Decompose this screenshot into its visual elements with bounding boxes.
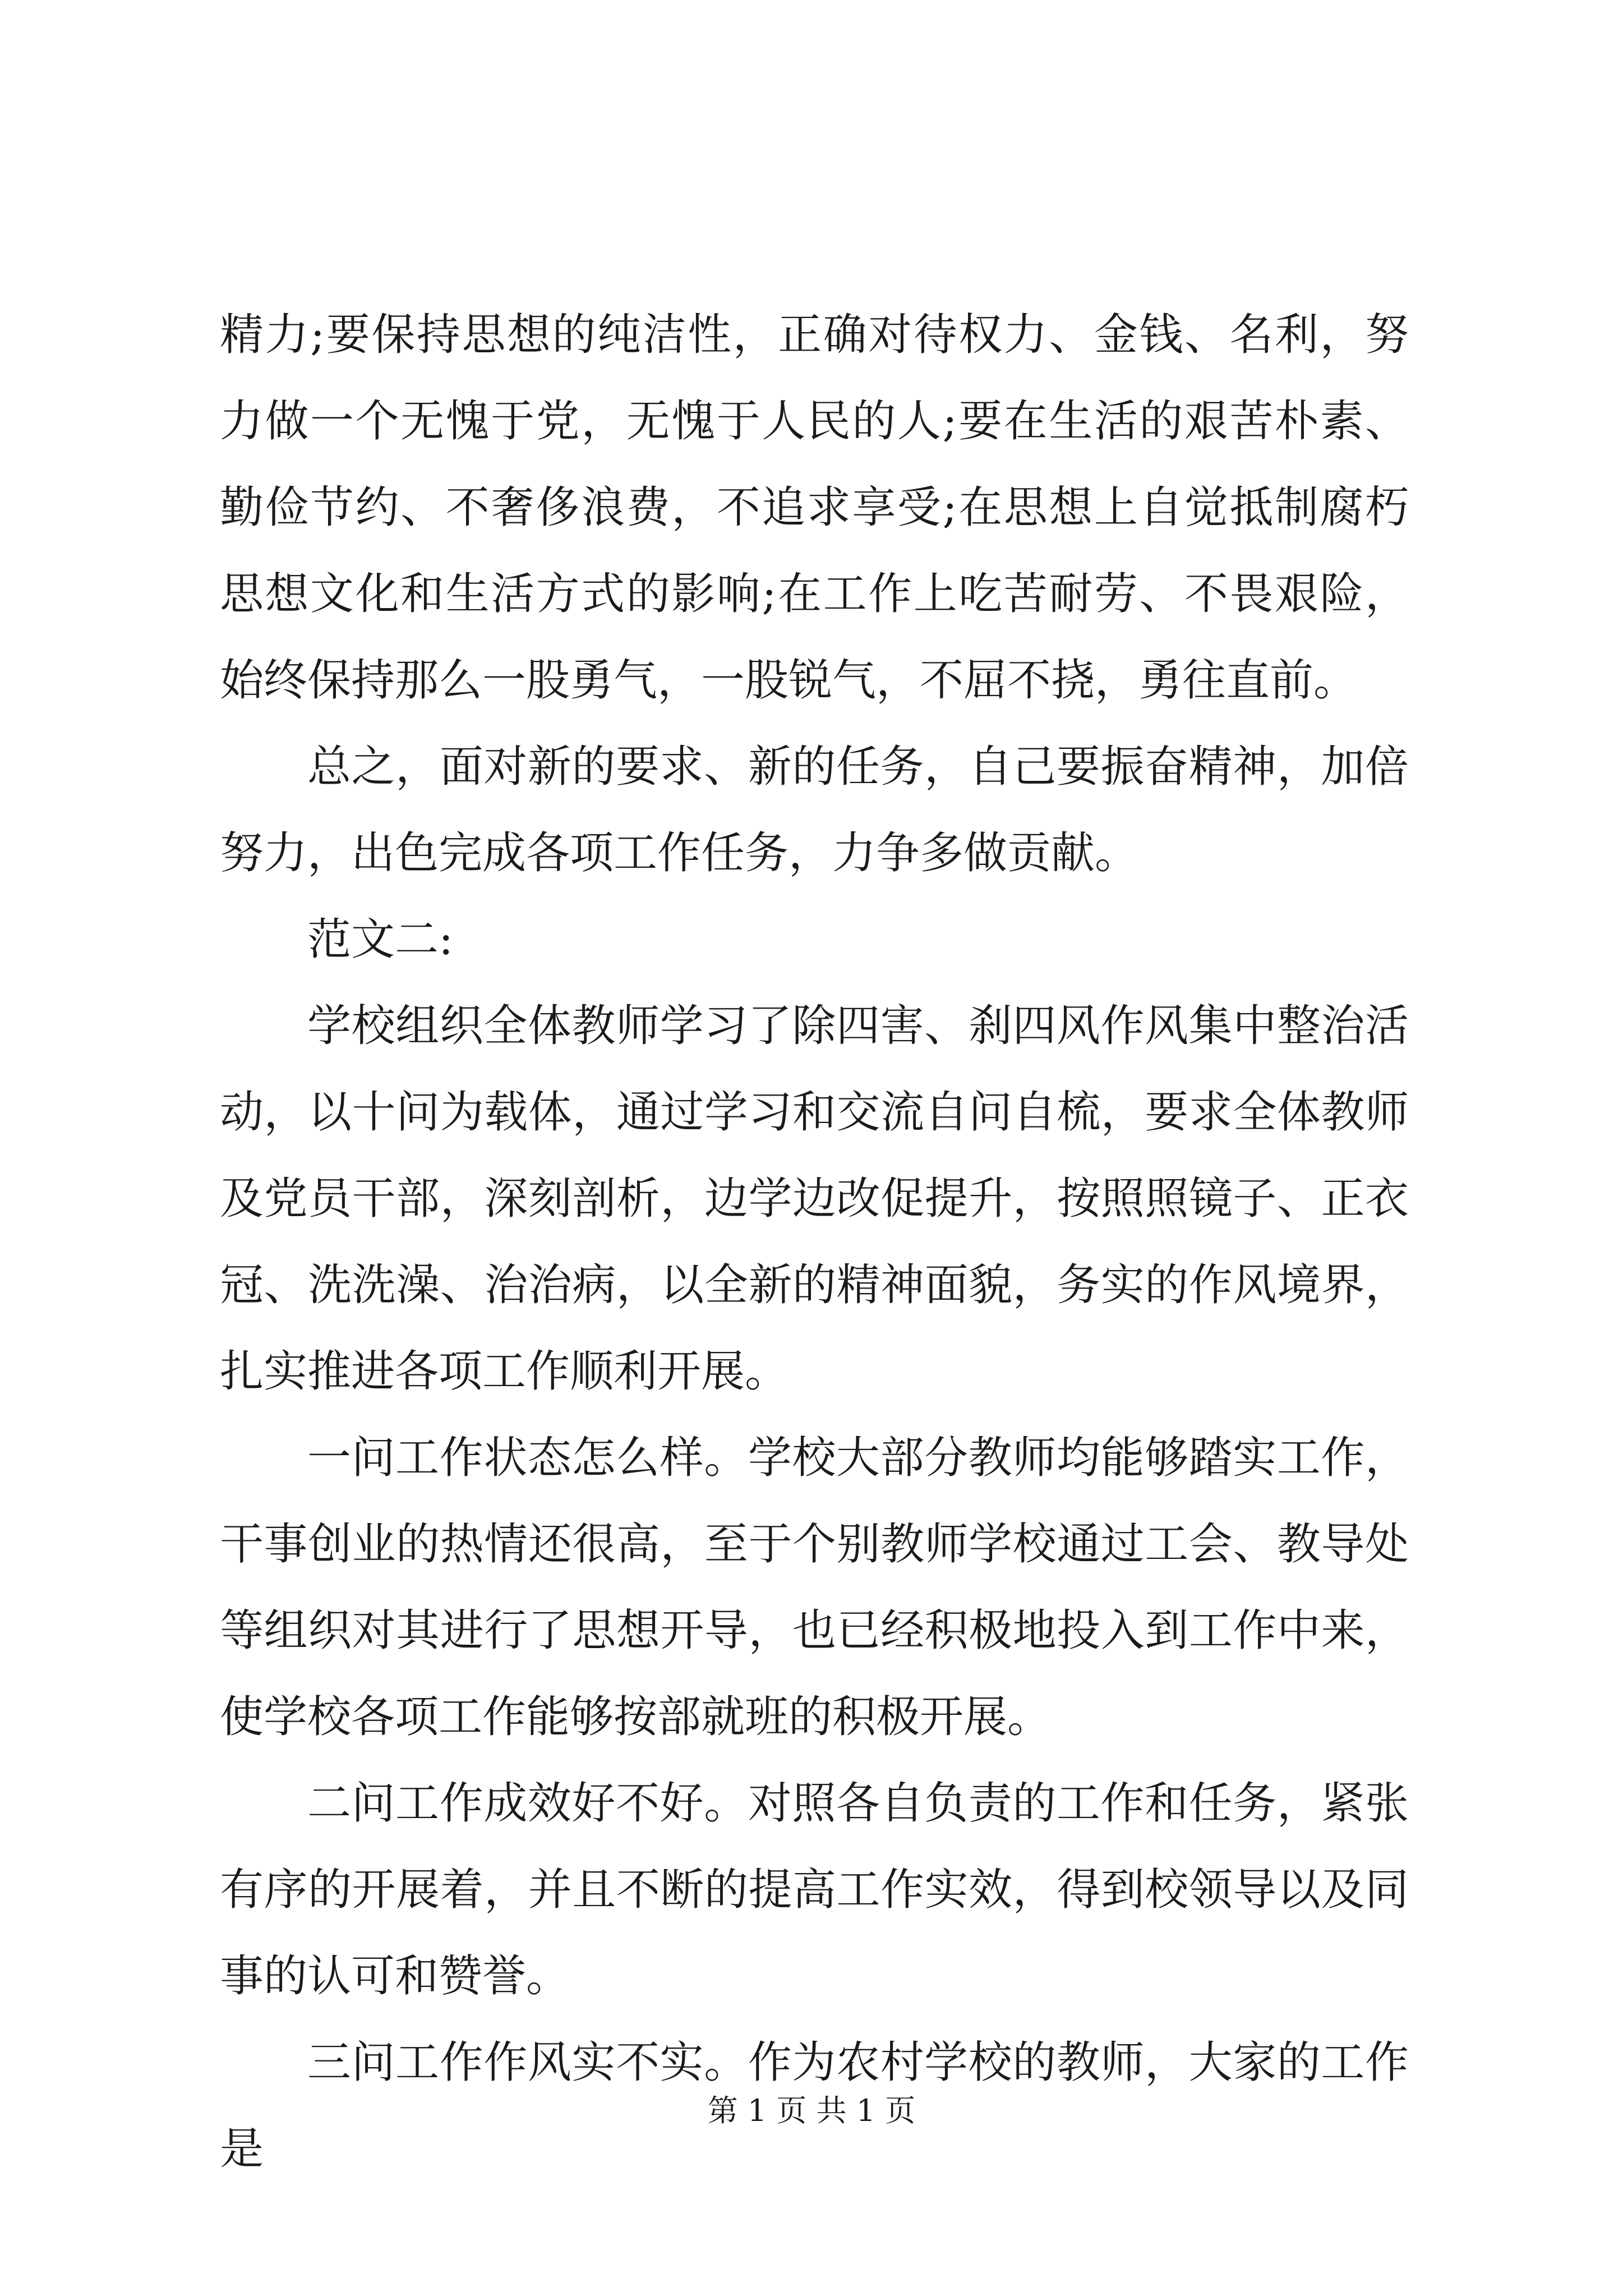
paragraph-6: 二问工作成效好不好。对照各自负责的工作和任务，紧张有序的开展着，并且不断的提高工作实效，得到校领导以及同事的认可和赞誉。 [220,1778,1409,2001]
paragraph-5: 一问工作状态怎么样。学校大部分教师均能够踏实工作，干事创业的热情还很高，至于个别教师学校通过工会、教导处等组织对其进行了思想开导，也已经积极地投入到工作中来，使学校各项工作能够按部就班的积极开展。 [220,1433,1409,1742]
paragraph-1: 精力;要保持思想的纯洁性，正确对待权力、金钱、名利，努力做一个无愧于党，无愧于人民的人;要在生活的艰苦朴素、勤俭节约、不奢侈浪费，不追求享受;在思想上自觉抵制腐朽思想文化和生活方式的影响;在工作上吃苦耐劳、不畏艰险，始终保持那么一股勇气，一股锐气，不屈不挠，勇往直前。 [220,310,1409,706]
page-number-footer: 第 1 页 共 1 页 [707,2093,916,2128]
paragraph-4: 学校组织全体教师学习了除四害、刹四风作风集中整治活动，以十问为载体，通过学习和交流自问自梳，要求全体教师及党员干部，深刻剖析，边学边改促提升，按照照镜子、正衣冠、洗洗澡、治治病，以全新的精神面貌，务实的作风境界，扎实推进各项工作顺利开展。 [220,1001,1409,1397]
document-body [220,292,1409,2192]
paragraph-7: 三问工作作风实不实。作为农村学校的教师，大家的工作是 [220,2037,1409,2174]
paragraph-2: 总之，面对新的要求、新的任务，自己要振奋精神，加倍努力，出色完成各项工作任务，力争多做贡献。 [220,742,1409,878]
section-heading-fanwen-er: 范文二: [307,914,454,965]
